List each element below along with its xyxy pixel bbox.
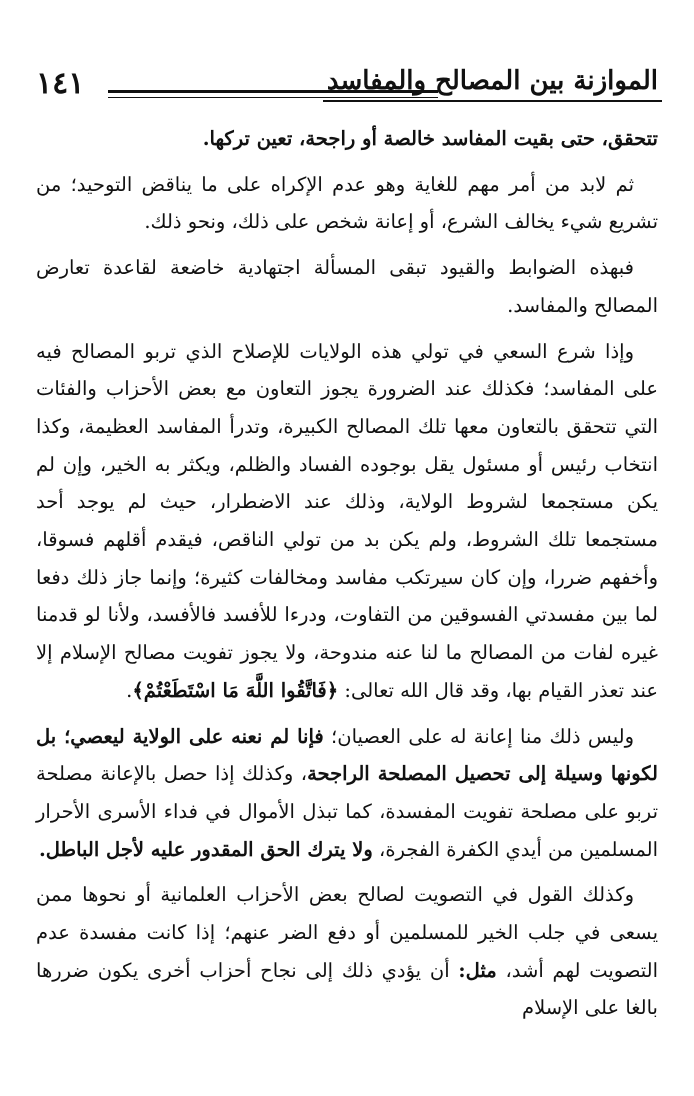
header-rule-thin [108,97,438,98]
paragraph-p5 [36,718,658,869]
text-span: وليس ذلك منا إعانة له على العصيان؛ [323,724,635,748]
body-text [36,120,658,1027]
bold-text-span: مثل: [458,958,497,982]
text-span: وكذلك القول في التصويت لصالح بعض الأحزاب العلمانية أو نحوها ممن يسعى في جلب الخير للمسلمين أو دفع الضر عنهم؛ إذا كانت مفسدة عدم التصويت لهم أشد، [36,883,658,982]
bold-text-span: ولا يترك الحق المقدور عليه لأجل الباطل. [39,837,373,861]
text-span: وإذا شرع السعي في تولي هذه الولايات للإصلاح الذي تربو المصالح فيه على المفاسد؛ فكذلك عند الضرورة يجوز التعاون مع بعض الأحزاب والفئات التي تتحقق بالتعاون معها تلك المصالح الكبيرة، وتدرأ المفاسد العظيمة، وكذا انتخاب رئيس أو مسئول يقل بوجوده الفساد والظلم، ويكثر به الخير، وإن لم يكن مستجمعا لشروط الولاية، وذلك عند الاضطرار، حيث لم يوجد أحد مستجمعا تلك الشروط، ولم يكن بد من تولي الناقص، فيقدم أقلهم فسوقا، وأخفهم ضررا، وإن كان سيرتكب مفاسد ومخالفات كثيرة؛ وإنما جاز ذلك دفعا لما بين مفسدتي الفسوقين من التفاوت، ودرءا للأفسد فالأفسد، ولأنا لو قدمنا غيره لفات من المصالح ما لنا عنه مندوحة، ولا يجوز تفويت مصالح الإسلام إلا عند تعذر القيام بها، وقد قال الله تعالى: [36,339,658,702]
paragraph-p3 [36,249,658,324]
paragraph-p6 [36,876,658,1027]
page-header [0,62,694,112]
bold-text-span: تتحقق، حتى بقيت المفاسد خالصة أو راجحة، تعين تركها. [202,127,658,150]
paragraph-p1 [36,120,658,158]
text-span: . [126,678,133,702]
bold-text-span: فإنا لم نعنه على الولاية ليعصي؛ بل لكونها وسيلة إلى تحصيل المصلحة الراجحة [36,724,658,786]
bold-text-span: ﴿فَاتَّقُوا اللَّهَ مَا اسْتَطَعْتُمْ﴾ [132,678,339,702]
page-number: ١٤١ [36,66,85,101]
paragraph-p4 [36,333,658,710]
text-span: أن يؤدي ذلك إلى نجاح أحزاب أخرى يكون ضررها بالغا على الإسلام [36,958,658,1020]
paragraph-p2 [36,166,658,241]
running-title: الموازنة بين المصالح والمفاسد [326,66,658,96]
text-span: ، وكذلك إذا حصل بالإعانة مصلحة تربو على مصلحة تفويت المفسدة، كما تبذل الأموال في فداء الأسرى الأحرار المسلمين من أيدي الكفرة الفجرة، [36,762,658,861]
text-span: ثم لابد من أمر مهم للغاية وهو عدم الإكراه على ما يناقض التوحيد؛ من تشريع شيء يخالف الشرع، أو إعانة شخص على ذلك، ونحو ذلك. [36,172,658,234]
text-span: فبهذه الضوابط والقيود تبقى المسألة اجتهادية خاضعة لقاعدة تعارض المصالح والمفاسد. [36,256,658,317]
